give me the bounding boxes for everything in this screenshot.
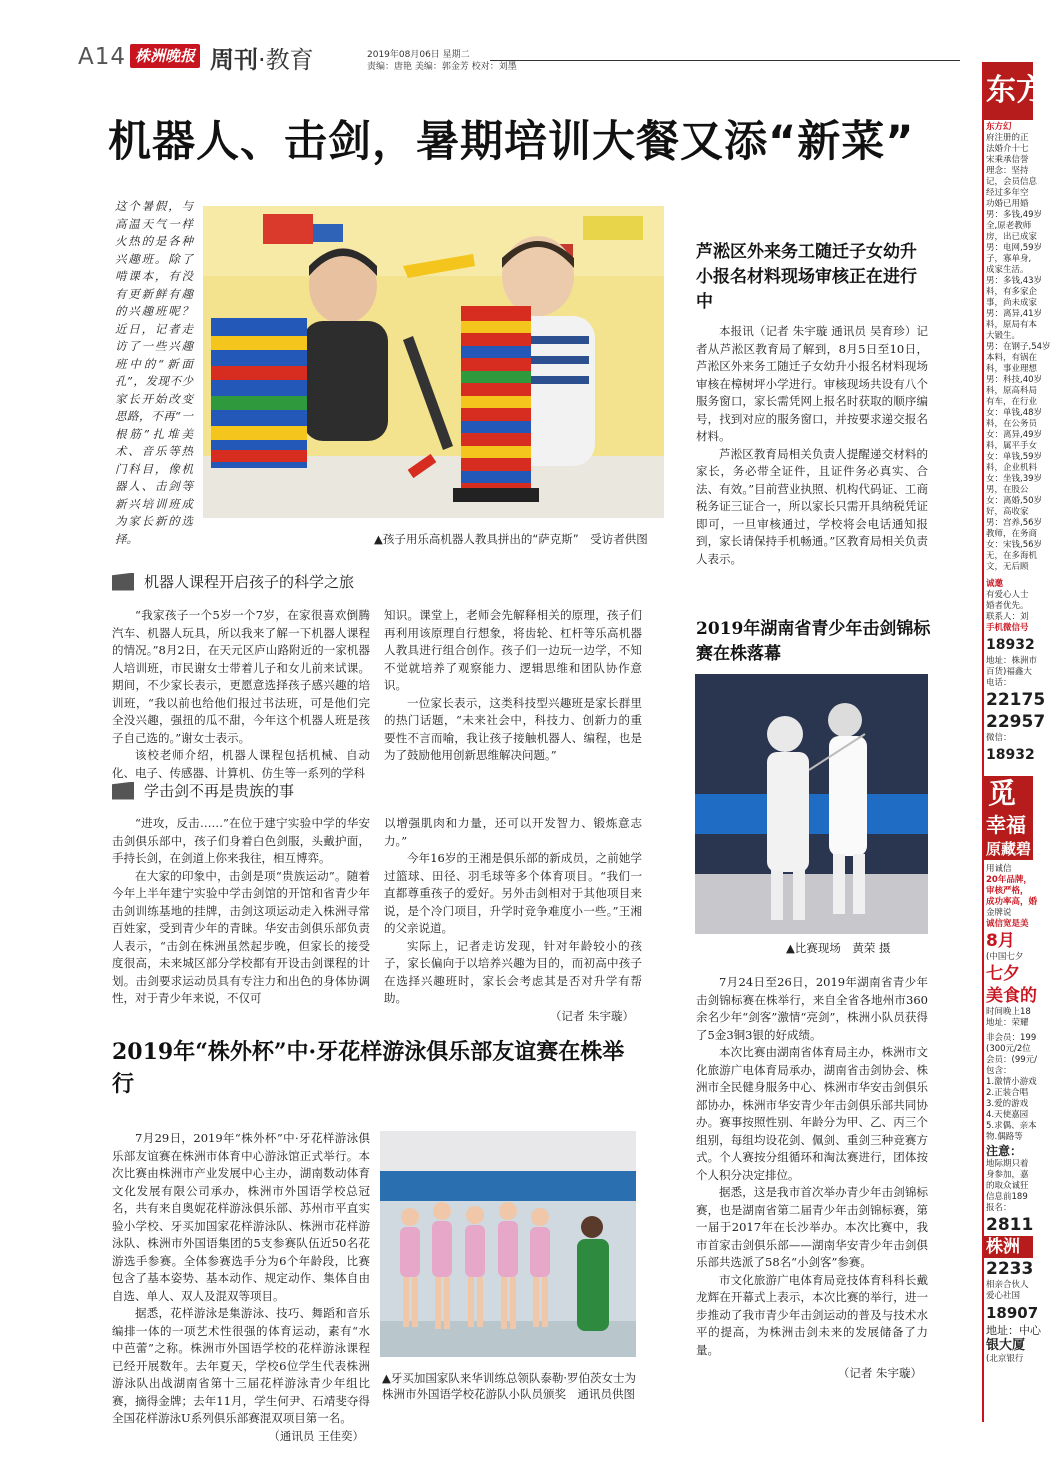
robot-col1: “我家孩子一个5岁一个7岁，在家很喜欢倒腾汽车、机器人玩具，所以我来了解一下机器人课程的情况。”8月2日，在天元区庐山路附近的一家机器人培训班，市民谢女士带着儿子和女儿前来试课。期间，不少家长表示，更愿意选择孩子感兴趣的培训班，“我以前也给他们报过书法班，可是他们完全没兴趣，强扭的瓜不甜，今年这个机器人班是孩子自己选的。”谢女士表示。 该校老师介绍，机器人课程包括机械、自动化、电子、传感器、计算机、仿生等一系列的学科 [112,608,370,780]
sidebar-lines-h: 非会员：199 (300元/2位 会员：(99元/ 包含： 1.激情小游戏 2.正装合唱 3.爱的游戏 4.天使嘉园 5.求偶、亲本 物.偶路等 [986,1033,1037,1142]
sidebar-lines-c: 地址：株洲市 百货)福鑫大 电话： [986,656,1038,688]
sidebar-phone1: 18932 [986,637,1035,653]
swim-byline: （通讯员 王佳奕） [268,1428,364,1443]
fencing-col2: 以增强肌肉和力量，还可以开发智力、锻炼意志力。” 今年16岁的王湘是俱乐部的新成员，之前她学过篮球、田径、羽毛球等多个体育项目。“我们一直都尊重孩子的爱好。另外击剑相对于其他项目来说，是个冷门项目，升学时竞争难度小一些。”王湘的父亲说道。 实际上，记者走访发现，针对年龄较小的孩子，家长偏向于以培养兴趣为目的，而初高中孩子在选择兴趣班时，家长会考虑其是否对升学有帮助。 （记者 朱宇璇） [384,815,642,1025]
sidebar-band1: 幸福 [984,812,1033,838]
subhead-marker-icon [112,782,134,800]
subhead-fencing-title: 学击剑不再是贵族的事 [144,782,295,800]
swim-text: 7月29日，2019年“株外杯”中·牙花样游泳俱乐部友谊赛在株洲市体育中心游泳馆正式举行。本次比赛由株洲市产业发展中心主办，湖南数动体育文化发展有限公司承办，株洲市外国语学校总冠名，共有来自奥妮花样游泳俱乐部、苏州市平直实验小学校、牙买加国家花样游泳队、株洲市花样游泳队、株洲市外国语集团的5支参赛队伍近50名花游选手参赛。全体参赛选手分为6个年龄段，比赛包含了基本姿势、基本动作、规定动作、集体自由自选、单人、双人及混双等项目。 据悉，花样游泳是集游泳、技巧、舞蹈和音乐编排一体的一项艺术性很强的体育运动，素有“水中芭蕾”之称。株洲市外国语学校的花样游泳课程已经开展数年。去年夏天，学校6位学生代表株洲游泳队出战湖南省第十三届花样游泳青少年组比赛，摘得金牌；去年11月，学生何尹、石靖斐夺得全国花样游泳U系列俱乐部赛混双项目第一名。 （通讯员 王佳奕） [112,1130,370,1445]
main-headline: 机器人、击剑，暑期培训大餐又添“新菜” [108,117,915,167]
editors-line: 责编：唐艳 美编：郭金芳 校对：刘墨 [367,62,517,72]
lead-paragraph: 这个暑假，与高温天气一样火热的是各种兴趣班。除了啃课本，有没有更新鲜有趣的兴趣班呢？近日，记者走访了一些兴趣班中的“新面孔”，发现不少家长开始改变思路，不再“一根筋”扎堆美术、音乐等热门科目，像机器人、击剑等新兴培训班成为家长新的选择。 [115,199,193,546]
photo1-caption: ▲孩子用乐高机器人教具拼出的“萨克斯” 受访者供图 [374,532,648,546]
subhead-robot [112,571,664,592]
subhead-marker-icon [112,573,134,591]
sidebar-month: 8月 [986,931,1015,951]
sidebar-band5: 株洲 [984,1236,1033,1258]
right-article1-body: 本报讯（记者 朱宇璇 通讯员 吴育珍）记者从芦淞区教育局了解到，8月5日至10日，芦淞区外来务工随迁子女幼升小报名材料现场审核在樟树坪小学进行。审核现场共设有八个服务窗口，家长需凭网上报名时获取的顺序编号，找到对应的服务窗口，并按要求递交报名材料。 芦淞区教育局相关负责人提醒递交材料的家长，务必带全证件，且证件务必真实、合法、有效。”目前营业执照、机构代码证、工商税务证三证合一，所以家长只需开具纳税凭证即可，一旦审核通过，学校将会电话通知报到，家长请保持手机畅通。”区教育局相关负责人表示。 [696,324,928,566]
sidebar-notice: 注意： [986,1144,1023,1158]
swim-team-photo [380,1131,636,1357]
swim-headline: 2019年“株外杯”中·牙花样游泳俱乐部友谊赛在株举行 [112,1039,625,1097]
sidebar-lines-g: 时间晚上18 地址：荣耀 [986,1007,1031,1028]
right-article2-title: 2019年湖南省青少年击剑锦标赛在株落幕 [696,619,931,664]
sidebar-phone5: 2811 [986,1215,1034,1235]
sidebar-phone7: 18907 [986,1304,1039,1322]
ad-sidebar [982,62,1051,1422]
sidebar-phone4: 18932 [986,747,1035,763]
page-number: A14 [78,44,127,70]
date-line: 2019年08月06日 星期二 [367,50,470,60]
sidebar-band2: 原藏碧 [986,840,1032,858]
fencing-byline: （记者 朱宇璇） [549,1008,634,1023]
sidebar-band4: 美食的 [986,986,1037,1006]
subhead-fencing [112,780,664,801]
sidebar-phone2: 22175 [986,690,1046,710]
sidebar-phone3: 22957 [986,712,1046,732]
fencing-col1: “进攻，反击……”在位于建宁实验中学的华安击剑俱乐部中，孩子们身着白色剑服，头戴护面，手持长剑，在剑道上你来我往，相互博弈。 在大家的印象中，击剑是项“贵族运动”。随着今年上半年建宁实验中学击剑馆的开馆和省青少年击剑训练基地的挂牌，击剑这项运动走入株洲寻常百姓家，受到青少年的青睐。华安击剑俱乐部负责人表示，“击剑在株洲虽然起步晚，但家长的接受度很高，未来城区部分学校都有开设击剑课程的计划。击剑要求运动员具有专注力和出色的身体协调性，对于青少年来说，不仅可 [112,816,370,1005]
sidebar-phone6: 2233 [986,1259,1034,1279]
header-rule [490,60,960,61]
sidebar-lines-i: 地际期只着 身参加，嘉 的取众诚狂 信息前189 报名： [986,1159,1029,1213]
sidebar-lines-a: 东方幻 府注册的正 法婚介十七 宋乘承信誉 理念：坚持 记，会员信息 经过多年空 功婚已用婚 男：多钱,49岁 全,原老教师 房，出已成家 男：电网,59岁 子，寡单身, 成家生活。 男：多钱,43岁 料，有多家企 事，尚未成家 男：离异,41岁 料，原局有本 大锻生。 男：在钢子,54岁 本料，有锅在 科，事业理想 男：科技,40岁 科，原高科局 有车，在行业 女：单钱,48岁 料，在公务员 女：离异,49岁 料，属平手女 女：单钱,59岁 料，企业机料 女：坐钱,39岁 男，在股公 女：离婚,50岁 好，高收家 男：宫养,56岁 教师，在务商 女：宋钱,56岁 无，在多海机 文，无后顾 [986,122,1051,572]
sidebar-lines-f: (中国七夕 [986,952,1024,962]
robot-lego-photo [203,206,664,518]
sidebar-lines-k: 地址：中心 银大厦 (北京银行 [986,1324,1041,1364]
sidebar-wechat-label: 微信： [986,733,1012,743]
sidebar-lines-e: 用诚信 20年品牌， 审核严格， 成功率高，婚 金牌说 诚信宽是美 [986,864,1038,929]
robot-col2: 知识。课堂上，老师会先解释相关的原理，孩子们再利用该原理自行想象，将齿轮、杠杆等乐高机器人教具进行组合创作。孩子们一边玩一边学，不知不觉就培养了观察能力、逻辑思维和团队协作意识。 一位家长表示，这类科技型兴趣班是家长群里的热门话题，“未来社会中，科技力、创新力的重要性不言而喻，我让孩子接触机器人、编程，也是为了鼓励他用创新思维解决问题。” [384,608,642,762]
sidebar-big-char: 觅 [984,776,1033,812]
sidebar-lines-b: 诚邀 有爱心人士 婚者优先。 联系人：刘 手机微信号 [986,579,1029,633]
subhead-robot-title: 机器人课程开启孩子的科学之旅 [144,573,355,591]
right-article2-byline: （记者 朱宇璇） [837,1366,922,1380]
swim-photo-caption: ▲牙买加国家队来华训练总领队泰勒·罗伯茨女士为株洲市外国语学校花游队小队员颁奖 通讯员供图 [382,1371,636,1401]
sidebar-band3: 七夕 [986,964,1020,984]
right-article2-body: 7月24日至26日，2019年湖南省青少年击剑锦标赛在株举行，来自全省各地州市360余名少年“剑客”激情“亮剑”，株洲小队员获得了5金3铜3银的好成绩。 本次比赛由湖南省体育局主办，株洲市文化旅游广电体育局承办，湖南省击剑协会、株洲市全民健身服务中心、株洲市华安击剑俱乐部协办，株洲市华安青少年击剑俱乐部共同协办。赛事按照性别、年龄分为甲、乙、丙三个组别，每组均设花剑、佩剑、重剑三种竞赛方式。个人赛按分组循环和淘汰赛进行，团体按个人积分决定排位。 据悉，这是我市首次举办青少年击剑锦标赛，也是湖南省第二届青少年击剑锦标赛，第一届于2017年在长沙举办。本次比赛中，我市首家击剑俱乐部——湖南华安青少年击剑俱乐部共选派了58名“小剑客”参赛。 市文化旅游广电体育局竞技体育科科长戴龙辉在开幕式上表示，本次比赛的举行，进一步推动了我市青少年击剑运动的普及与技术水平的提高，为株洲击剑未来的发展储备了力量。 （记者 朱宇璇） [696,974,928,1383]
section-title: 周刊·教育 [210,46,314,74]
right-article1-title: 芦淞区外来务工随迁子女幼升小报名材料现场审核正在进行中 [696,242,917,312]
fencing-match-photo [695,674,928,934]
sidebar-lines-j: 相亲合伙人 爱心社国 [986,1280,1029,1301]
fencing-photo-caption: ▲比赛现场 黄荣 摄 [786,941,891,955]
sidebar-top-band: 东方 [984,62,1033,120]
newspaper-logo: 株洲晚报 [130,44,200,68]
